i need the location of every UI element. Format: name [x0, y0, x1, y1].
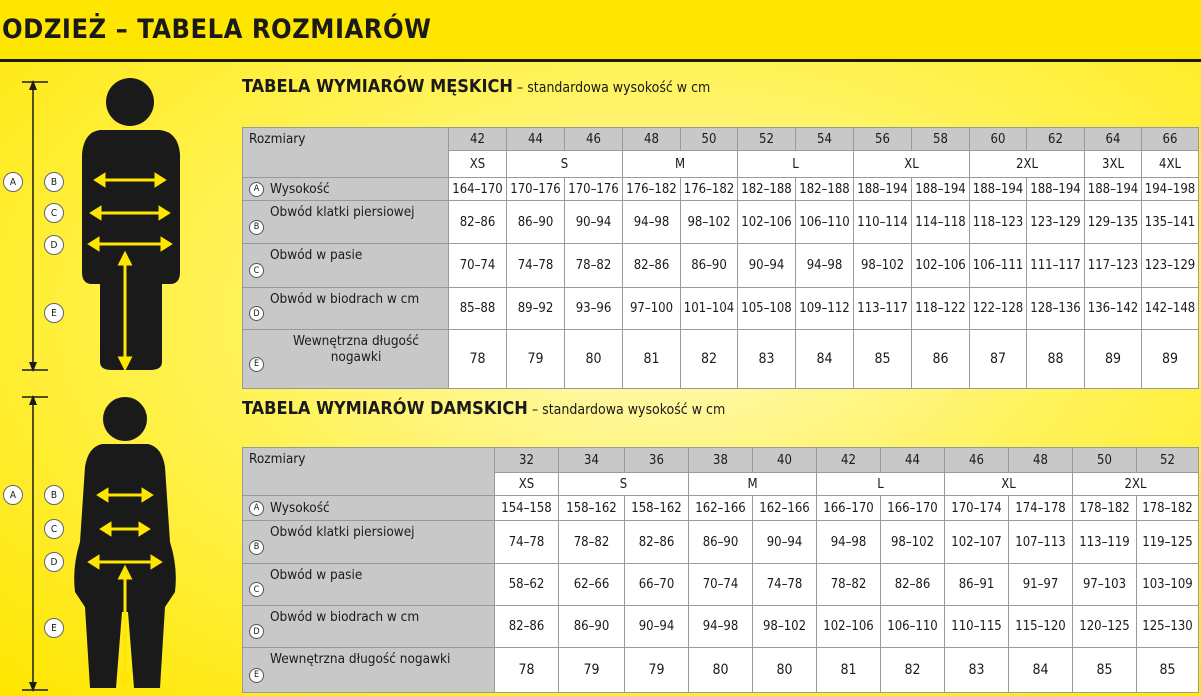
- men-size-number: 52: [737, 127, 796, 151]
- women-value-cell: 103–109: [1136, 563, 1199, 606]
- men-value-cell: 87: [969, 329, 1027, 389]
- figure-marker-b: B: [44, 172, 64, 192]
- men-value-cell: 123–129: [1141, 243, 1199, 288]
- men-size-letter: L: [737, 150, 854, 178]
- women-size-number: 46: [944, 447, 1009, 473]
- men-value-cell: 176–182: [680, 177, 738, 201]
- women-value-cell: 78–82: [816, 563, 881, 606]
- row-label-text: Obwód w pasie: [270, 247, 363, 263]
- row-letter-marker: D: [249, 624, 264, 639]
- women-value-cell: 125–130: [1136, 605, 1199, 648]
- men-size-letter: 4XL: [1141, 150, 1199, 178]
- men-value-cell: 142–148: [1141, 287, 1199, 330]
- men-value-cell: 86: [911, 329, 970, 389]
- men-size-number: 60: [969, 127, 1027, 151]
- men-value-cell: 194–198: [1141, 177, 1199, 201]
- men-value-cell: 79: [506, 329, 565, 389]
- men-size-number: 50: [680, 127, 738, 151]
- women-size-number: 44: [880, 447, 945, 473]
- women-size-number: 34: [558, 447, 625, 473]
- men-value-cell: 102–106: [911, 243, 970, 288]
- men-value-cell: 93–96: [564, 287, 623, 330]
- men-value-cell: 70–74: [448, 243, 507, 288]
- women-value-cell: 94–98: [816, 520, 881, 564]
- women-size-number: 36: [624, 447, 689, 473]
- women-value-cell: 85: [1136, 647, 1199, 693]
- page-title: ODZIEŻ – TABELA ROZMIARÓW: [2, 14, 432, 45]
- men-value-cell: 129–135: [1084, 200, 1142, 244]
- women-value-cell: 74–78: [752, 563, 817, 606]
- men-size-number: 62: [1026, 127, 1085, 151]
- men-value-cell: 80: [564, 329, 623, 389]
- men-table-heading: [242, 76, 710, 97]
- women-size-letter: S: [558, 472, 689, 496]
- women-value-cell: 110–115: [944, 605, 1009, 648]
- women-size-number: 40: [752, 447, 817, 473]
- row-letter-marker: B: [249, 540, 264, 555]
- women-value-cell: 83: [944, 647, 1009, 693]
- row-label-text: Obwód w biodrach w cm: [270, 291, 420, 307]
- men-value-cell: 135–141: [1141, 200, 1199, 244]
- men-value-cell: 82–86: [622, 243, 681, 288]
- men-value-cell: 86–90: [506, 200, 565, 244]
- women-size-number: 38: [688, 447, 753, 473]
- men-size-letter: M: [622, 150, 738, 178]
- men-value-cell: 81: [622, 329, 681, 389]
- men-value-cell: 188–194: [969, 177, 1027, 201]
- men-value-cell: 85: [853, 329, 912, 389]
- women-value-cell: 86–90: [558, 605, 625, 648]
- women-value-cell: 78–82: [558, 520, 625, 564]
- women-row-label: [242, 495, 495, 521]
- men-value-cell: 78–82: [564, 243, 623, 288]
- women-row-label: [242, 647, 495, 693]
- row-label-text: Obwód klatki piersiowej: [270, 524, 415, 540]
- women-value-cell: 85: [1072, 647, 1137, 693]
- row-letter-marker: A: [249, 501, 264, 516]
- row-letter-marker: C: [249, 263, 264, 278]
- women-value-cell: 82–86: [494, 605, 559, 648]
- figure-marker-c: C: [44, 203, 64, 223]
- row-label-text: Obwód w biodrach w cm: [270, 609, 420, 625]
- men-value-cell: 123–129: [1026, 200, 1085, 244]
- men-value-cell: 90–94: [564, 200, 623, 244]
- female-figure: [0, 392, 235, 696]
- men-value-cell: 78: [448, 329, 507, 389]
- men-value-cell: 118–122: [911, 287, 970, 330]
- men-value-cell: 136–142: [1084, 287, 1142, 330]
- row-letter-marker: A: [249, 182, 264, 197]
- men-row-label: [242, 177, 449, 201]
- men-value-cell: 85–88: [448, 287, 507, 330]
- men-row-label: [242, 329, 449, 389]
- women-value-cell: 174–178: [1008, 495, 1073, 521]
- men-value-cell: 176–182: [622, 177, 681, 201]
- men-size-number: 48: [622, 127, 681, 151]
- men-size-number: 58: [911, 127, 970, 151]
- men-value-cell: 109–112: [795, 287, 854, 330]
- row-letter-marker: E: [249, 357, 264, 372]
- row-label-text: Wewnętrzna długość nogawki: [270, 651, 451, 667]
- row-letter-marker: E: [249, 668, 264, 683]
- figure-marker-d: D: [44, 235, 64, 255]
- women-value-cell: 66–70: [624, 563, 689, 606]
- men-size-number: 44: [506, 127, 565, 151]
- women-value-cell: 158–162: [624, 495, 689, 521]
- figure-marker-c-female: C: [44, 519, 64, 539]
- women-size-number: 42: [816, 447, 881, 473]
- men-value-cell: 128–136: [1026, 287, 1085, 330]
- men-value-cell: 114–118: [911, 200, 970, 244]
- women-value-cell: 62–66: [558, 563, 625, 606]
- women-value-cell: 81: [816, 647, 881, 693]
- row-letter-marker: D: [249, 306, 264, 321]
- women-value-cell: 86–90: [688, 520, 753, 564]
- men-value-cell: 102–106: [737, 200, 796, 244]
- women-size-number: 50: [1072, 447, 1137, 473]
- women-row-label: [242, 520, 495, 564]
- women-value-cell: 115–120: [1008, 605, 1073, 648]
- men-value-cell: 110–114: [853, 200, 912, 244]
- women-value-cell: 98–102: [880, 520, 945, 564]
- men-value-cell: 170–176: [564, 177, 623, 201]
- women-value-cell: 102–107: [944, 520, 1009, 564]
- women-value-cell: 166–170: [816, 495, 881, 521]
- women-value-cell: 178–182: [1136, 495, 1199, 521]
- figure-marker-d-female: D: [44, 552, 64, 572]
- women-row-label: [242, 605, 495, 648]
- men-size-letter: S: [506, 150, 623, 178]
- men-size-number: 46: [564, 127, 623, 151]
- women-size-header: Rozmiary: [242, 447, 495, 496]
- row-label-text: Wysokość: [270, 500, 330, 516]
- men-size-letter: 2XL: [969, 150, 1085, 178]
- men-size-number: 56: [853, 127, 912, 151]
- men-value-cell: 90–94: [737, 243, 796, 288]
- women-value-cell: 74–78: [494, 520, 559, 564]
- women-value-cell: 84: [1008, 647, 1073, 693]
- row-label-text: Obwód w pasie: [270, 567, 363, 583]
- women-value-cell: 82: [880, 647, 945, 693]
- title-bar: [0, 0, 1201, 62]
- men-subheading: – standardowa wysokość w cm: [512, 80, 711, 96]
- women-row-label: [242, 563, 495, 606]
- men-value-cell: 86–90: [680, 243, 738, 288]
- figure-marker-e-female: E: [44, 618, 64, 638]
- women-value-cell: 80: [752, 647, 817, 693]
- men-value-cell: 188–194: [1026, 177, 1085, 201]
- men-heading-text: TABELA WYMIARÓW MĘSKICH: [242, 76, 513, 97]
- women-value-cell: 94–98: [688, 605, 753, 648]
- men-value-cell: 89: [1141, 329, 1199, 389]
- women-heading-text: TABELA WYMIARÓW DAMSKICH: [242, 398, 528, 419]
- men-value-cell: 106–110: [795, 200, 854, 244]
- men-value-cell: 188–194: [1084, 177, 1142, 201]
- men-value-cell: 188–194: [911, 177, 970, 201]
- women-value-cell: 119–125: [1136, 520, 1199, 564]
- men-value-cell: 98–102: [853, 243, 912, 288]
- women-size-number: 48: [1008, 447, 1073, 473]
- row-label-text: Wewnętrzna długość nogawki: [293, 333, 419, 365]
- row-letter-marker: C: [249, 582, 264, 597]
- men-row-label: [242, 243, 449, 288]
- women-size-letter: L: [816, 472, 945, 496]
- women-value-cell: 178–182: [1072, 495, 1137, 521]
- women-value-cell: 82–86: [880, 563, 945, 606]
- men-value-cell: 97–100: [622, 287, 681, 330]
- men-value-cell: 82–86: [448, 200, 507, 244]
- women-value-cell: 162–166: [752, 495, 817, 521]
- women-value-cell: 154–158: [494, 495, 559, 521]
- women-value-cell: 90–94: [624, 605, 689, 648]
- men-value-cell: 89: [1084, 329, 1142, 389]
- men-value-cell: 188–194: [853, 177, 912, 201]
- figure-marker-a-female: A: [3, 485, 23, 505]
- men-value-cell: 111–117: [1026, 243, 1085, 288]
- women-value-cell: 91–97: [1008, 563, 1073, 606]
- row-letter-marker: B: [249, 220, 264, 235]
- figure-marker-b-female: B: [44, 485, 64, 505]
- women-value-cell: 102–106: [816, 605, 881, 648]
- figure-marker-e: E: [44, 303, 64, 323]
- women-value-cell: 97–103: [1072, 563, 1137, 606]
- men-value-cell: 113–117: [853, 287, 912, 330]
- women-table-heading: [242, 398, 725, 419]
- women-value-cell: 162–166: [688, 495, 753, 521]
- men-value-cell: 94–98: [795, 243, 854, 288]
- men-value-cell: 118–123: [969, 200, 1027, 244]
- women-value-cell: 120–125: [1072, 605, 1137, 648]
- women-value-cell: 78: [494, 647, 559, 693]
- women-value-cell: 106–110: [880, 605, 945, 648]
- women-value-cell: 113–119: [1072, 520, 1137, 564]
- men-value-cell: 98–102: [680, 200, 738, 244]
- men-size-number: 42: [448, 127, 507, 151]
- women-value-cell: 170–174: [944, 495, 1009, 521]
- men-value-cell: 74–78: [506, 243, 565, 288]
- male-figure: [0, 72, 235, 382]
- men-size-letter: 3XL: [1084, 150, 1142, 178]
- men-value-cell: 105–108: [737, 287, 796, 330]
- men-size-number: 66: [1141, 127, 1199, 151]
- women-subheading: – standardowa wysokość w cm: [527, 402, 726, 418]
- men-value-cell: 82: [680, 329, 738, 389]
- men-value-cell: 170–176: [506, 177, 565, 201]
- women-value-cell: 90–94: [752, 520, 817, 564]
- men-size-letter: XS: [448, 150, 507, 178]
- men-size-number: 54: [795, 127, 854, 151]
- women-value-cell: 82–86: [624, 520, 689, 564]
- men-value-cell: 122–128: [969, 287, 1027, 330]
- men-value-cell: 84: [795, 329, 854, 389]
- men-value-cell: 164–170: [448, 177, 507, 201]
- women-value-cell: 79: [624, 647, 689, 693]
- women-size-letter: XL: [944, 472, 1073, 496]
- men-value-cell: 83: [737, 329, 796, 389]
- women-value-cell: 58–62: [494, 563, 559, 606]
- women-value-cell: 80: [688, 647, 753, 693]
- women-value-cell: 86–91: [944, 563, 1009, 606]
- women-value-cell: 158–162: [558, 495, 625, 521]
- men-value-cell: 89–92: [506, 287, 565, 330]
- men-size-header: Rozmiary: [242, 127, 449, 178]
- men-value-cell: 94–98: [622, 200, 681, 244]
- men-value-cell: 182–188: [737, 177, 796, 201]
- women-value-cell: 166–170: [880, 495, 945, 521]
- men-size-letter: XL: [853, 150, 970, 178]
- women-size-letter: M: [688, 472, 817, 496]
- figure-marker-a: A: [3, 172, 23, 192]
- men-value-cell: 101–104: [680, 287, 738, 330]
- women-size-letter: XS: [494, 472, 559, 496]
- men-row-label: [242, 287, 449, 330]
- women-size-number: 52: [1136, 447, 1199, 473]
- men-value-cell: 106–111: [969, 243, 1027, 288]
- men-value-cell: 182–188: [795, 177, 854, 201]
- row-label-text: Wysokość: [270, 181, 330, 197]
- men-value-cell: 117–123: [1084, 243, 1142, 288]
- row-label-text: Obwód klatki piersiowej: [270, 204, 415, 220]
- men-value-cell: 88: [1026, 329, 1085, 389]
- men-row-label: [242, 200, 449, 244]
- men-size-number: 64: [1084, 127, 1142, 151]
- women-size-number: 32: [494, 447, 559, 473]
- women-size-letter: 2XL: [1072, 472, 1199, 496]
- women-value-cell: 70–74: [688, 563, 753, 606]
- women-value-cell: 98–102: [752, 605, 817, 648]
- women-value-cell: 107–113: [1008, 520, 1073, 564]
- women-value-cell: 79: [558, 647, 625, 693]
